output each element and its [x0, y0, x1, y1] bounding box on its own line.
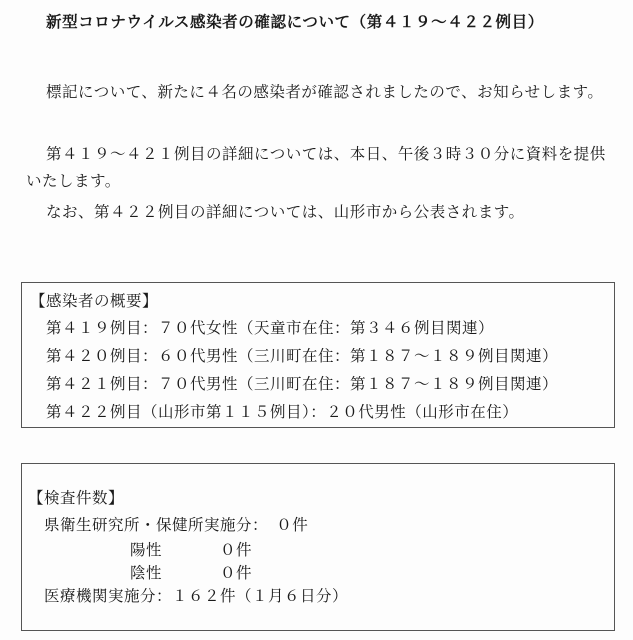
tests-negative-value: ０件 [220, 564, 253, 582]
tests-heading: 【検査件数】 [28, 489, 125, 507]
paragraph-yamagata-city: なお、第４２２例目の詳細については、山形市から公表されます。 [46, 203, 525, 221]
tests-prefectural: 県衛生研究所・保健所実施分： ０件 [44, 516, 309, 534]
summary-row: 第４２２例目（山形市第１１５例目）：２０代男性（山形市在住） [46, 403, 519, 421]
summary-row: 第４２１例目：７０代男性（三川町在住：第１８７～１８９例目関連） [46, 375, 559, 393]
tests-negative-label: 陰性 [130, 564, 163, 582]
tests-medical: 医療機関実施分：１６２件（１月６日分） [44, 587, 349, 605]
summary-row: 第４２０例目：６０代男性（三川町在住：第１８７～１８９例目関連） [46, 347, 559, 365]
document-title: 新型コロナウイルス感染者の確認について（第４１９～４２２例目） [46, 13, 544, 31]
tests-positive-label: 陽性 [130, 541, 163, 559]
summary-heading: 【感染者の概要】 [30, 292, 159, 310]
infected-summary-box [21, 282, 615, 428]
paragraph-details: 第４１９～４２１例目の詳細については、本日、午後３時３０分に資料を提供いたします。 [26, 145, 606, 190]
paragraph-announcement: 標記について、新たに４名の感染者が確認されましたので、お知らせします。 [46, 83, 604, 101]
test-count-box [21, 463, 615, 631]
tests-positive-value: ０件 [220, 541, 253, 559]
summary-row: 第４１９例目：７０代女性（天童市在住：第３４６例目関連） [46, 319, 495, 337]
